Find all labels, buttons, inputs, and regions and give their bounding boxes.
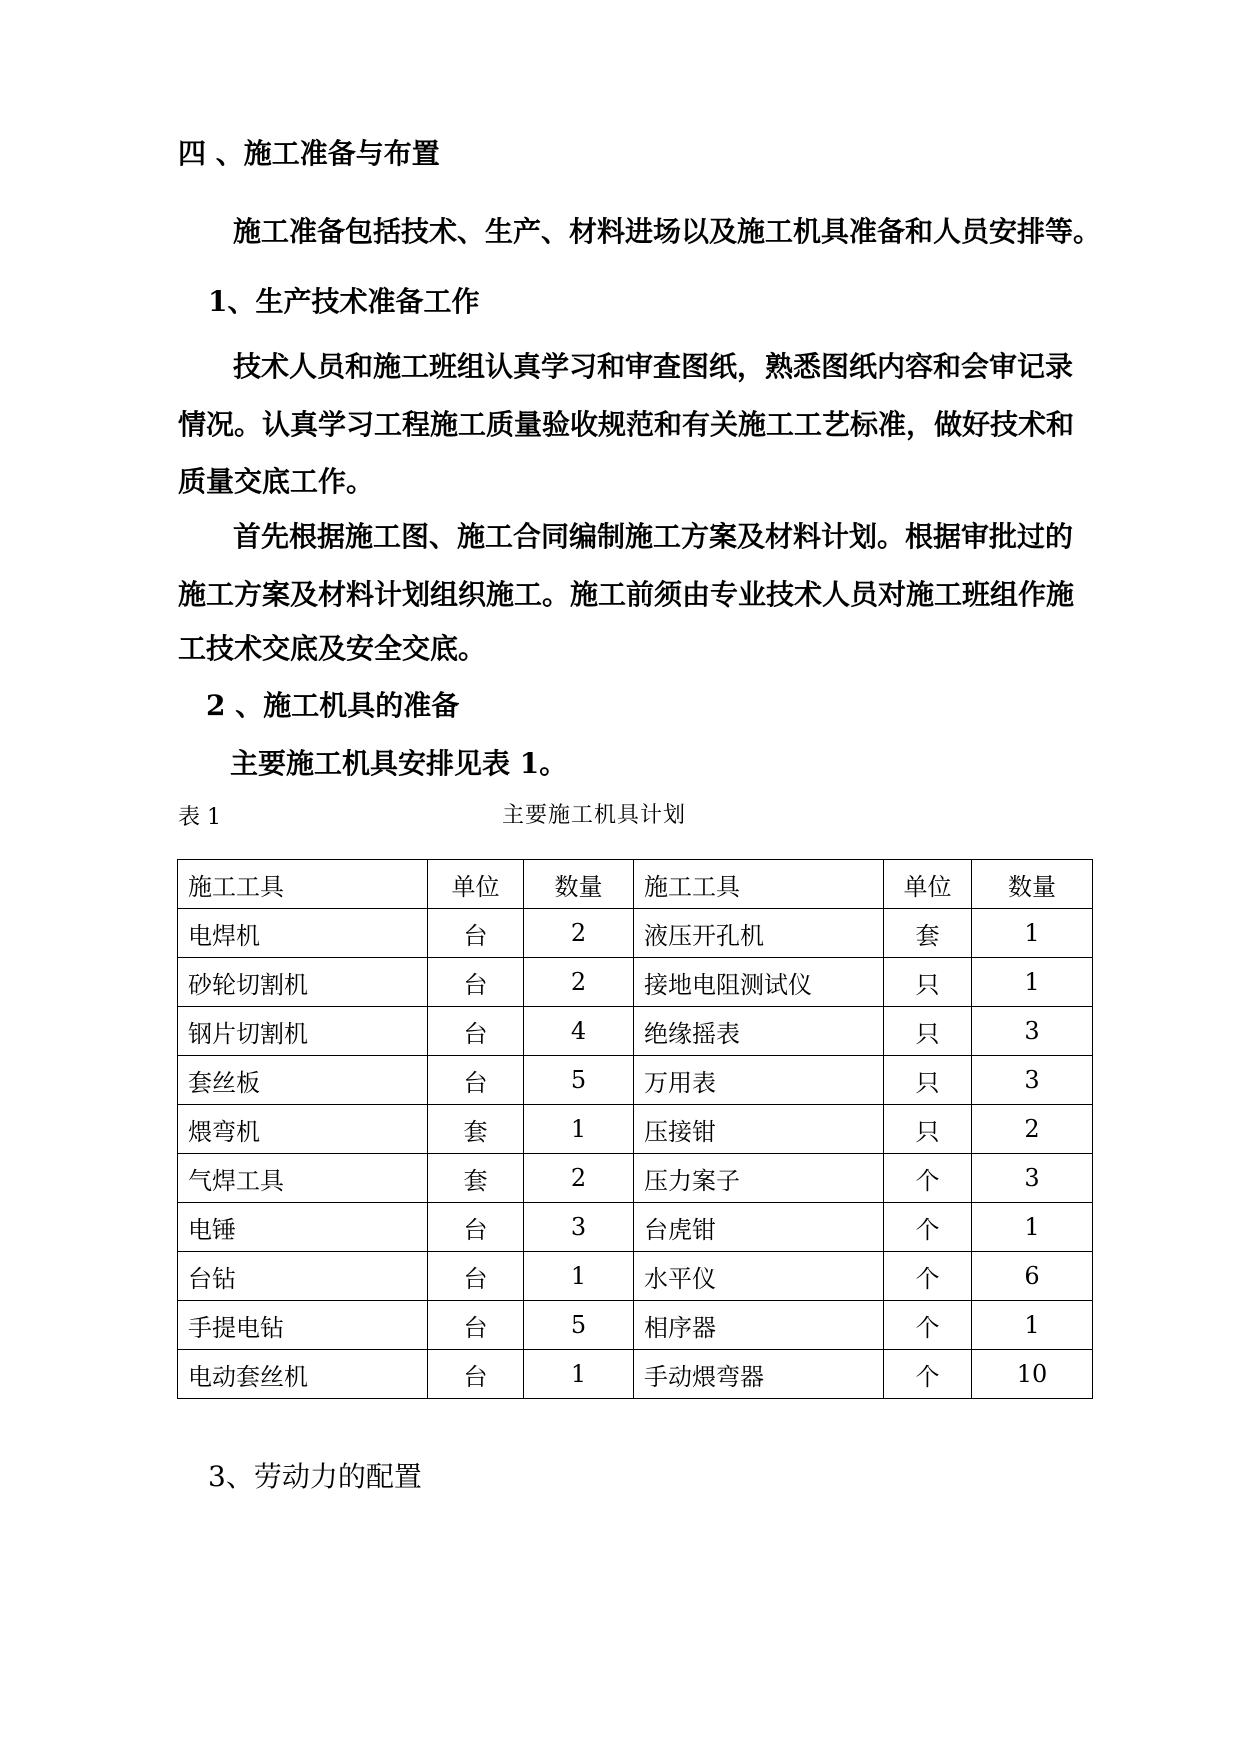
table-header-cell: 数量 (972, 860, 1093, 909)
table-cell: 压力案子 (634, 1154, 884, 1203)
table-row (178, 1056, 1093, 1105)
table-cell: 个 (884, 1252, 972, 1301)
table-row (178, 1203, 1093, 1252)
table-cell: 个 (884, 1301, 972, 1350)
table-header-row (178, 860, 1093, 909)
table-cell: 只 (884, 1056, 972, 1105)
table-cell: 1 (524, 1350, 634, 1399)
table-cell: 台 (428, 1203, 524, 1252)
table-cell: 万用表 (634, 1056, 884, 1105)
table-cell: 个 (884, 1203, 972, 1252)
table-cell: 3 (972, 1154, 1093, 1203)
table-cell: 套 (428, 1105, 524, 1154)
table-cell: 2 (972, 1105, 1093, 1154)
table-cell: 套丝板 (178, 1056, 428, 1105)
paragraph-line: 施工方案及材料计划组织施工。施工前须由专业技术人员对施工班组作施 (178, 578, 1075, 611)
table-cell: 台钻 (178, 1252, 428, 1301)
table-cell: 台 (428, 1007, 524, 1056)
table-cell: 1 (972, 1301, 1093, 1350)
table-cell: 个 (884, 1154, 972, 1203)
table-cell: 1 (524, 1105, 634, 1154)
table-header-cell: 单位 (428, 860, 524, 909)
table-cell: 3 (972, 1007, 1093, 1056)
table-cell: 1 (972, 958, 1093, 1007)
table-cell: 只 (884, 958, 972, 1007)
table-cell: 2 (524, 958, 634, 1007)
table-row (178, 1007, 1093, 1056)
table-cell: 3 (524, 1203, 634, 1252)
table-cell: 接地电阻测试仪 (634, 958, 884, 1007)
table-cell: 2 (524, 909, 634, 958)
table-cell: 5 (524, 1056, 634, 1105)
subsection-1-heading: 1、生产技术准备工作 (208, 285, 480, 318)
table-cell: 液压开孔机 (634, 909, 884, 958)
table-cell: 套 (884, 909, 972, 958)
table-cell: 1 (972, 1203, 1093, 1252)
table-row (178, 1301, 1093, 1350)
table-label: 表 1 (178, 805, 221, 830)
paragraph-line: 质量交底工作。 (178, 465, 375, 498)
table-cell: 手提电钻 (178, 1301, 428, 1350)
table-cell: 3 (972, 1056, 1093, 1105)
table-cell: 台 (428, 1252, 524, 1301)
table-cell: 6 (972, 1252, 1093, 1301)
table-cell: 只 (884, 1007, 972, 1056)
table-cell: 台虎钳 (634, 1203, 884, 1252)
table-cell: 台 (428, 958, 524, 1007)
table-cell: 煨弯机 (178, 1105, 428, 1154)
table-cell: 绝缘摇表 (634, 1007, 884, 1056)
table-header-cell: 施工工具 (634, 860, 884, 909)
tools-table (177, 859, 1093, 1399)
paragraph-line: 技术人员和施工班组认真学习和审查图纸，熟悉图纸内容和会审记录 (233, 350, 1074, 383)
table-row (178, 1154, 1093, 1203)
table-cell: 4 (524, 1007, 634, 1056)
table-row (178, 909, 1093, 958)
table-cell: 台 (428, 1056, 524, 1105)
table-cell: 个 (884, 1350, 972, 1399)
table-cell: 10 (972, 1350, 1093, 1399)
table-row (178, 1350, 1093, 1399)
paragraph-line: 首先根据施工图、施工合同编制施工方案及材料计划。根据审批过的 (233, 520, 1074, 553)
table-header-cell: 单位 (884, 860, 972, 909)
table-cell: 电焊机 (178, 909, 428, 958)
subsection-3-heading: 3、劳动力的配置 (208, 1460, 422, 1493)
table-cell: 手动煨弯器 (634, 1350, 884, 1399)
table-cell: 2 (524, 1154, 634, 1203)
subsection-2-heading: 2 、施工机具的准备 (206, 689, 460, 722)
table-cell: 台 (428, 1301, 524, 1350)
table-cell: 1 (524, 1252, 634, 1301)
table-cell: 台 (428, 909, 524, 958)
paragraph-line: 工技术交底及安全交底。 (178, 632, 487, 665)
paragraph-line: 情况。认真学习工程施工质量验收规范和有关施工工艺标准，做好技术和 (178, 408, 1075, 441)
table-header-cell: 数量 (524, 860, 634, 909)
table-cell: 5 (524, 1301, 634, 1350)
table-cell: 只 (884, 1105, 972, 1154)
table-cell: 电动套丝机 (178, 1350, 428, 1399)
table-cell: 套 (428, 1154, 524, 1203)
table-header-cell: 施工工具 (178, 860, 428, 909)
table-row (178, 1105, 1093, 1154)
subsection-2-text: 主要施工机具安排见表 1。 (230, 747, 568, 780)
table-cell: 台 (428, 1350, 524, 1399)
table-cell: 砂轮切割机 (178, 958, 428, 1007)
intro-paragraph: 施工准备包括技术、生产、材料进场以及施工机具准备和人员安排等。 (233, 215, 1102, 248)
table-cell: 相序器 (634, 1301, 884, 1350)
table-cell: 水平仪 (634, 1252, 884, 1301)
table-cell: 气焊工具 (178, 1154, 428, 1203)
table-cell: 电锤 (178, 1203, 428, 1252)
table-cell: 1 (972, 909, 1093, 958)
table-cell: 压接钳 (634, 1105, 884, 1154)
table-row (178, 958, 1093, 1007)
table-cell: 钢片切割机 (178, 1007, 428, 1056)
section-heading: 四 、施工准备与布置 (178, 137, 440, 170)
table-row (178, 1252, 1093, 1301)
table-title: 主要施工机具计划 (502, 803, 687, 828)
